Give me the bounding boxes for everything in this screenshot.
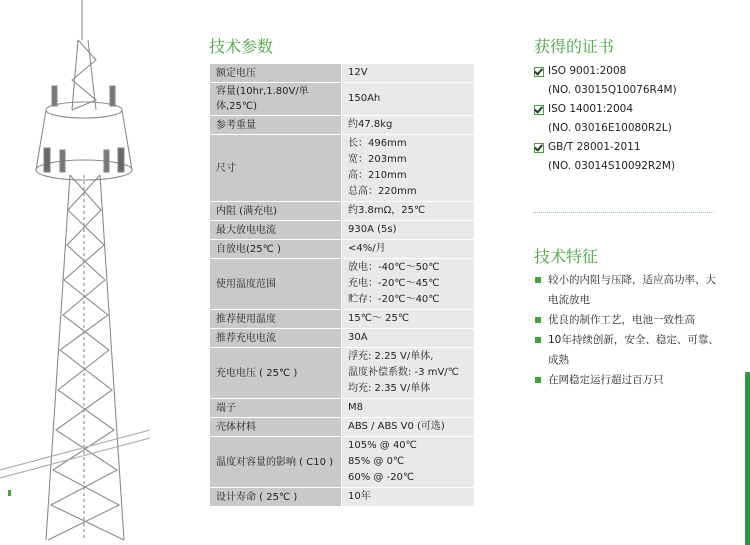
spec-value-line: 宽：203mm: [348, 154, 407, 165]
features-title: 技术特征: [534, 247, 599, 266]
spec-value: [342, 399, 475, 418]
telecom-tower-image: [0, 0, 200, 545]
spec-value-line: 约47.8kg: [348, 119, 393, 130]
feature-list: [534, 270, 719, 390]
spec-value-line: 15℃～ 25℃: [348, 313, 410, 324]
spec-value-line: 105% @ 40℃: [348, 440, 417, 451]
spec-value: [342, 329, 475, 348]
spec-value: [342, 240, 475, 259]
spec-value-line: 30A: [348, 332, 368, 343]
checkbox-checked-icon: [534, 143, 544, 153]
spec-row: [210, 135, 475, 202]
green-square-bullet-icon: [535, 317, 541, 323]
spec-value: [342, 221, 475, 240]
feature-text: 10年持续创新，安全、稳定、可靠、: [548, 334, 719, 346]
spec-value-line: 充电：-20℃～45℃: [348, 278, 440, 289]
certificate-name: ISO 14001:2004: [548, 103, 634, 115]
spec-row: [210, 418, 475, 437]
spec-value-line: 约3.8mΩ，25℃: [348, 205, 426, 216]
spec-row: [210, 310, 475, 329]
spec-value-line: 85% @ 0℃: [348, 456, 405, 467]
feature-text: 在网稳定运行超过百万只: [548, 374, 664, 386]
spec-value-line: 高：210mm: [348, 170, 407, 181]
checkbox-checked-icon: [534, 67, 544, 77]
spec-key: 参考重量: [210, 116, 342, 135]
spec-row: [210, 488, 475, 507]
spec-key: 最大放电电流: [210, 221, 342, 240]
spec-row: [210, 399, 475, 418]
spec-value: [342, 116, 475, 135]
green-square-bullet-icon: [535, 277, 541, 283]
certificate-item: [534, 62, 677, 100]
spec-key: 推荐充电电流: [210, 329, 342, 348]
spec-key: 设计寿命 ( 25℃ ): [210, 488, 342, 507]
spec-value: [342, 259, 475, 310]
spec-value-line: 10年: [348, 491, 371, 502]
feature-item: [534, 330, 719, 370]
certificate-number: (NO. 03016E10080R2L): [548, 122, 672, 134]
spec-key: 内阻 (满充电): [210, 202, 342, 221]
spec-key: 壳体材料: [210, 418, 342, 437]
spec-key: 端子: [210, 399, 342, 418]
tech-params-title: 技术参数: [209, 37, 274, 56]
spec-value-line: <4%/月: [348, 243, 386, 254]
green-square-bullet-icon: [535, 337, 541, 343]
certificate-number: (NO. 03014S10092R2M): [548, 160, 676, 172]
spec-row: [210, 64, 475, 83]
certificates-title: 获得的证书: [534, 37, 615, 56]
spec-row: [210, 240, 475, 259]
spec-row: [210, 348, 475, 399]
spec-value: [342, 437, 475, 488]
certificate-name: GB/T 28001-2011: [548, 141, 641, 153]
spec-value-line: 150Ah: [348, 93, 381, 104]
spec-value: [342, 418, 475, 437]
certificate-name: ISO 9001:2008: [548, 65, 627, 77]
spec-value-line: 长：496mm: [348, 138, 407, 149]
certificate-number: (NO. 03015Q10076R4M): [548, 84, 677, 96]
spec-table: [209, 63, 475, 507]
spec-value-line: 总高：220mm: [348, 186, 417, 197]
spec-value: [342, 488, 475, 507]
spec-row: [210, 221, 475, 240]
feature-text: 成熟: [548, 354, 569, 366]
spec-key: 充电电压 ( 25℃ ): [210, 348, 342, 399]
spec-row: [210, 202, 475, 221]
spec-row: [210, 437, 475, 488]
feature-text: 较小的内阻与压降，适应高功率、大: [548, 274, 716, 286]
spec-value: [342, 64, 475, 83]
decorative-edge-bar: [745, 372, 750, 545]
certificate-item: [534, 138, 677, 176]
spec-value: [342, 310, 475, 329]
spec-row: [210, 329, 475, 348]
spec-value-line: ABS / ABS V0 (可选): [348, 421, 445, 432]
section-divider: [534, 212, 714, 213]
certificate-list: [534, 62, 677, 176]
spec-value-line: 930A (5s): [348, 224, 397, 235]
spec-row: [210, 116, 475, 135]
feature-text: 电流放电: [548, 294, 590, 306]
spec-value-line: 贮存：-20℃～40℃: [348, 294, 440, 305]
spec-value: [342, 202, 475, 221]
spec-key: 容量(10hr,1.80V/单体,25℃): [210, 83, 342, 116]
checkbox-checked-icon: [534, 105, 544, 115]
spec-value: [342, 348, 475, 399]
spec-value-line: M8: [348, 402, 363, 413]
spec-value-line: 浮充: 2.25 V/单体,: [348, 351, 434, 362]
green-square-bullet-icon: [535, 377, 541, 383]
spec-value-line: 均充: 2.35 V/单体: [348, 383, 431, 394]
spec-key: 使用温度范围: [210, 259, 342, 310]
spec-row: [210, 259, 475, 310]
spec-value: [342, 83, 475, 116]
spec-key: 温度对容量的影响 ( C10 ): [210, 437, 342, 488]
spec-value-line: 放电：-40℃～50℃: [348, 262, 440, 273]
certificate-item: [534, 100, 677, 138]
spec-value-line: 60% @ -20℃: [348, 472, 415, 483]
spec-value: [342, 135, 475, 202]
spec-row: [210, 83, 475, 116]
spec-key: 额定电压: [210, 64, 342, 83]
spec-key: 推荐使用温度: [210, 310, 342, 329]
feature-item: [534, 310, 719, 330]
spec-value-line: 12V: [348, 67, 368, 78]
feature-item: [534, 370, 719, 390]
spec-key: 尺寸: [210, 135, 342, 202]
spec-value-line: 温度补偿系数: -3 mV/℃: [348, 367, 459, 378]
spec-key: 自放电(25℃ ): [210, 240, 342, 259]
feature-item: [534, 270, 719, 310]
feature-text: 优良的制作工艺，电池一致性高: [548, 314, 695, 326]
